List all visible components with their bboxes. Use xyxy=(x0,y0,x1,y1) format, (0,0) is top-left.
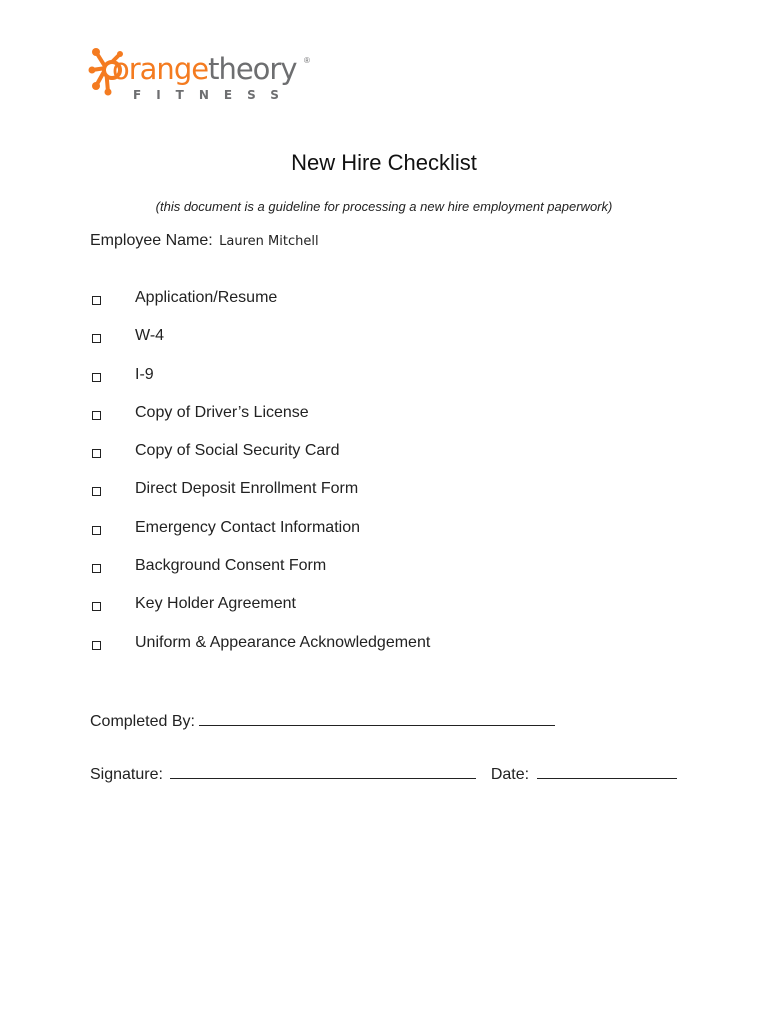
checkbox[interactable] xyxy=(92,602,101,611)
checkbox[interactable] xyxy=(92,526,101,535)
checklist-item xyxy=(92,366,430,404)
checklist-item-label: Copy of Social Security Card xyxy=(135,442,340,460)
checklist-item-label: I-9 xyxy=(135,365,154,383)
checkbox[interactable] xyxy=(92,373,101,382)
page-subtitle: (this document is a guideline for processing a new hire employment paperwork) xyxy=(155,199,613,214)
orangetheory-logo xyxy=(88,44,318,106)
checklist-item xyxy=(92,480,430,518)
checkbox[interactable] xyxy=(92,411,101,420)
checklist xyxy=(92,289,430,672)
completed-by-label: Completed By: xyxy=(90,713,195,730)
checklist-item-label: Key Holder Agreement xyxy=(135,595,296,613)
checklist-item xyxy=(92,442,430,480)
checkbox[interactable] xyxy=(92,641,101,650)
checklist-item xyxy=(92,519,430,557)
checklist-item xyxy=(92,404,430,442)
checkbox[interactable] xyxy=(92,449,101,458)
checklist-item-label: Background Consent Form xyxy=(135,557,327,575)
checklist-item-label: Application/Resume xyxy=(135,289,278,306)
date-blank[interactable] xyxy=(537,764,677,779)
signature-field xyxy=(90,764,677,784)
completed-by-blank[interactable] xyxy=(199,711,555,726)
checklist-item xyxy=(92,595,430,633)
checklist-item xyxy=(92,634,430,672)
employee-name-label: Employee Name: xyxy=(90,232,213,249)
checkbox[interactable] xyxy=(92,564,101,573)
logo-wordmark: orangetheory xyxy=(112,52,297,86)
logo-tagline: FITNESS xyxy=(133,88,294,102)
date-label: Date: xyxy=(490,766,530,783)
employee-name-value: Lauren Mitchell xyxy=(219,234,319,249)
checkbox[interactable] xyxy=(92,487,101,496)
page-title: New Hire Checklist xyxy=(291,150,477,175)
checkbox[interactable] xyxy=(92,296,101,305)
checklist-item xyxy=(92,327,430,365)
checklist-item xyxy=(92,289,430,327)
signature-label: Signature: xyxy=(90,766,163,783)
checklist-item-label: Emergency Contact Information xyxy=(135,518,360,536)
completed-by-field xyxy=(90,711,555,731)
checklist-item-label: Direct Deposit Enrollment Form xyxy=(135,480,359,498)
signature-blank[interactable] xyxy=(170,764,476,779)
employee-name-field xyxy=(90,232,319,250)
checkbox[interactable] xyxy=(92,334,101,343)
checklist-item xyxy=(92,557,430,595)
registered-mark: ® xyxy=(304,56,310,65)
checklist-item-label: W-4 xyxy=(135,327,165,345)
checklist-item-label: Uniform & Appearance Acknowledgement xyxy=(135,633,431,651)
checklist-item-label: Copy of Driver’s License xyxy=(135,403,309,421)
